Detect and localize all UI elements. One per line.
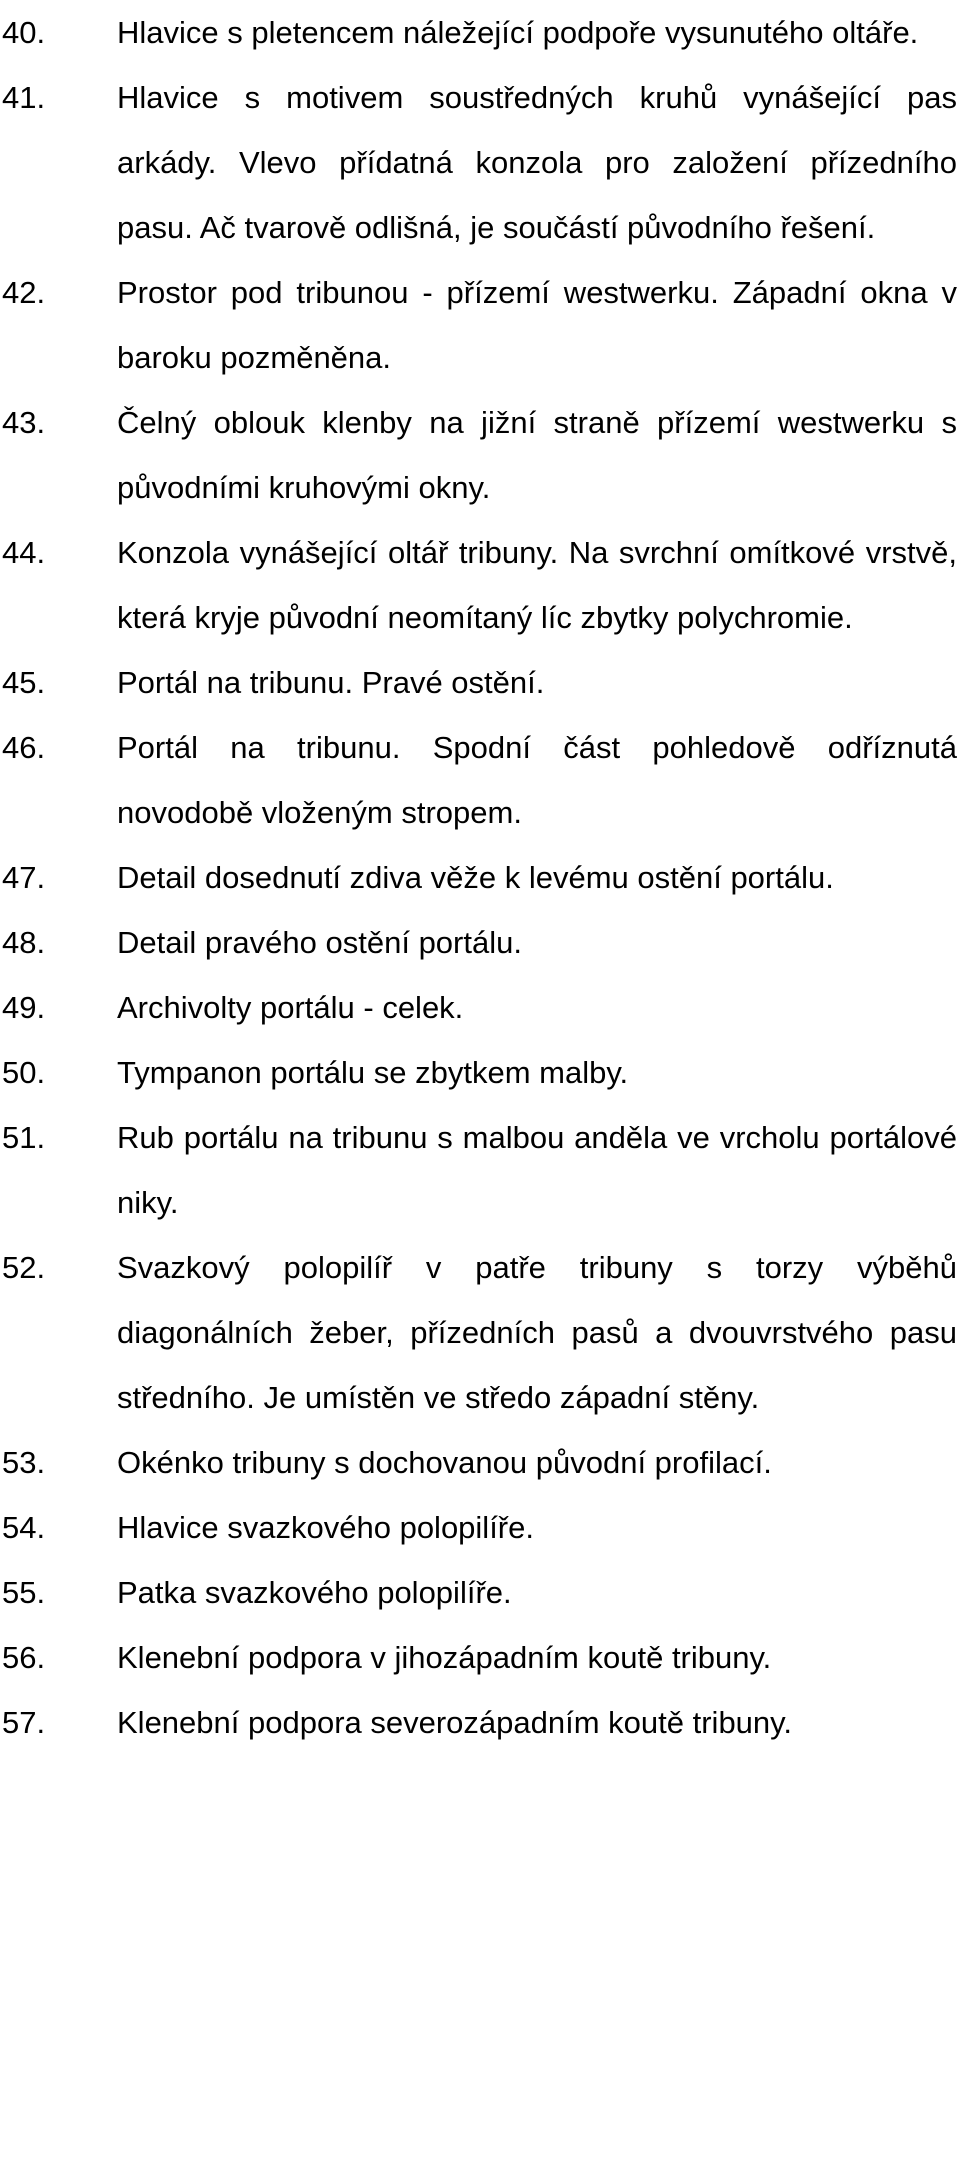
list-item bbox=[0, 650, 960, 715]
list-item bbox=[0, 260, 960, 390]
item-number: 56. bbox=[2, 1640, 46, 1675]
item-number: 57. bbox=[2, 1705, 46, 1740]
list-item bbox=[0, 0, 960, 65]
item-text: Patka svazkového polopilíře. bbox=[117, 1575, 512, 1610]
list-item bbox=[0, 910, 960, 975]
item-text: Portál na tribunu. Pravé ostění. bbox=[117, 665, 545, 700]
item-number: 48. bbox=[2, 925, 46, 960]
item-number: 45. bbox=[2, 665, 46, 700]
list-item bbox=[0, 715, 960, 845]
item-number: 46. bbox=[2, 730, 46, 765]
list-item bbox=[0, 65, 960, 260]
item-number: 44. bbox=[2, 535, 46, 570]
item-number: 50. bbox=[2, 1055, 46, 1090]
item-number: 42. bbox=[2, 275, 46, 310]
item-text: Hlavice s motivem soustředných kruhů vynášející pas arkády. Vlevo přídatná konzola pro založení přízedního pasu. Ač tvarově odlišná, je součástí původního řešení. bbox=[117, 80, 957, 245]
item-number: 55. bbox=[2, 1575, 46, 1610]
item-text: Detail dosednutí zdiva věže k levému ostění portálu. bbox=[117, 860, 834, 895]
list-item bbox=[0, 975, 960, 1040]
item-text: Okénko tribuny s dochovanou původní profilací. bbox=[117, 1445, 772, 1480]
item-text: Klenební podpora v jihozápadním koutě tribuny. bbox=[117, 1640, 772, 1675]
item-number: 52. bbox=[2, 1250, 46, 1285]
list-item bbox=[0, 1495, 960, 1560]
item-number: 40. bbox=[2, 15, 46, 50]
item-number: 54. bbox=[2, 1510, 46, 1545]
item-number: 53. bbox=[2, 1445, 46, 1480]
item-text: Tympanon portálu se zbytkem malby. bbox=[117, 1055, 629, 1090]
item-number: 41. bbox=[2, 80, 46, 115]
item-text: Archivolty portálu - celek. bbox=[117, 990, 464, 1025]
item-text: Portál na tribunu. Spodní část pohledově odříznutá novodobě vloženým stropem. bbox=[117, 730, 957, 830]
item-number: 47. bbox=[2, 860, 46, 895]
list-item bbox=[0, 520, 960, 650]
list-item bbox=[0, 1040, 960, 1105]
list-item bbox=[0, 390, 960, 520]
list-item bbox=[0, 845, 960, 910]
item-text: Čelný oblouk klenby na jižní straně přízemí westwerku s původními kruhovými okny. bbox=[117, 405, 957, 505]
item-text: Prostor pod tribunou - přízemí westwerku. Západní okna v baroku pozměněna. bbox=[117, 275, 957, 375]
list-item bbox=[0, 1625, 960, 1690]
list-item bbox=[0, 1235, 960, 1430]
list-item bbox=[0, 1105, 960, 1235]
item-text: Detail pravého ostění portálu. bbox=[117, 925, 522, 960]
item-number: 49. bbox=[2, 990, 46, 1025]
item-text: Rub portálu na tribunu s malbou anděla ve vrcholu portálové niky. bbox=[117, 1120, 957, 1220]
list-item bbox=[0, 1430, 960, 1495]
item-number: 43. bbox=[2, 405, 46, 440]
item-text: Hlavice svazkového polopilíře. bbox=[117, 1510, 534, 1545]
item-text: Konzola vynášející oltář tribuny. Na svrchní omítkové vrstvě, která kryje původní neomítaný líc zbytky polychromie. bbox=[117, 535, 957, 635]
item-text: Hlavice s pletencem náležející podpoře vysunutého oltáře. bbox=[117, 15, 919, 50]
list-item bbox=[0, 1560, 960, 1625]
item-text: Klenební podpora severozápadním koutě tribuny. bbox=[117, 1705, 792, 1740]
item-text: Svazkový polopilíř v patře tribuny s torzy výběhů diagonálních žeber, přízedních pasů a dvouvrstvého pasu středního. Je umístěn ve středo západní stěny. bbox=[117, 1250, 957, 1415]
item-number: 51. bbox=[2, 1120, 46, 1155]
list-item bbox=[0, 1690, 960, 1755]
